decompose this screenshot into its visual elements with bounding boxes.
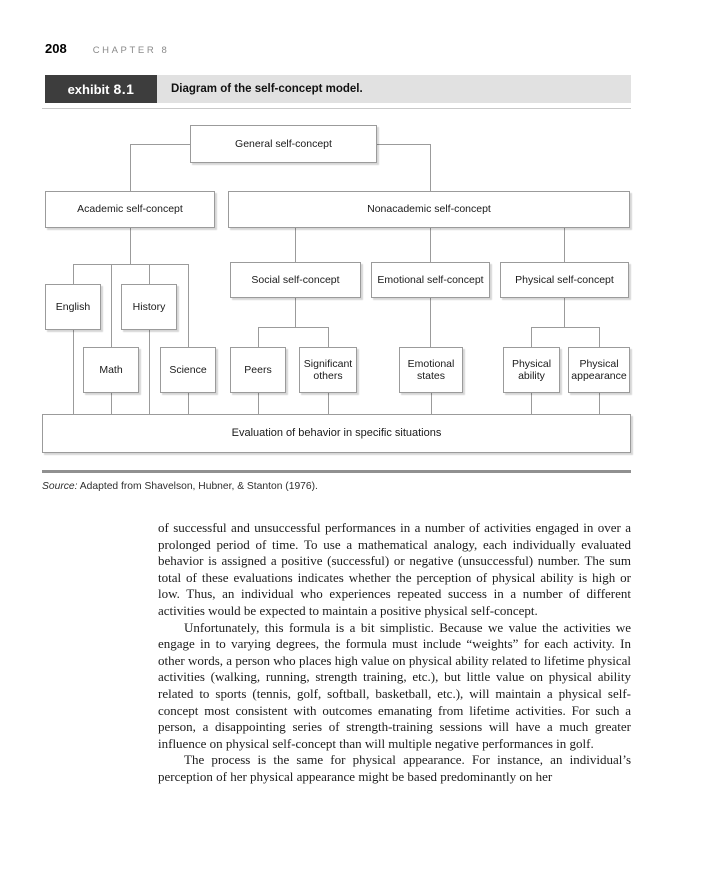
node-math: Math <box>83 347 139 393</box>
connector-line <box>430 228 431 262</box>
connector-line <box>149 264 150 284</box>
connector-line <box>73 264 189 265</box>
node-emotional-self-concept: Emotional self-concept <box>371 262 490 298</box>
node-physical-ability: Physical ability <box>503 347 560 393</box>
node-history: History <box>121 284 177 330</box>
connector-line <box>149 330 150 414</box>
connector-line <box>130 228 131 264</box>
connector-line <box>295 228 296 262</box>
connector-line <box>188 264 189 347</box>
connector-line <box>564 298 565 327</box>
connector-line <box>111 393 112 414</box>
connector-line <box>73 264 74 284</box>
body-paragraph: of successful and unsuccessful performances in a number of activities engaged in over a prolonged period of time. To use a mathematical analogy, each individually evaluated behavior is assigned a positive (successful) or negative (unsuccessful) number. The sum total of these evaluations indicates whether the perception of physical ability is high or low. Thus, an individual who experiences repeated success in a number of different activities would be expected to maintain a positive physical self-concept. <box>158 520 631 618</box>
running-head <box>45 41 169 56</box>
node-nonacademic-self-concept: Nonacademic self-concept <box>228 191 630 228</box>
exhibit-label <box>45 75 157 103</box>
exhibit-word: exhibit <box>67 81 110 97</box>
connector-line <box>531 327 532 347</box>
connector-line <box>430 298 431 347</box>
node-social-self-concept: Social self-concept <box>230 262 361 298</box>
node-emotional-states: Emotional states <box>399 347 463 393</box>
connector-line <box>130 144 190 145</box>
exhibit-number: 8.1 <box>113 81 135 97</box>
node-general-self-concept: General self-concept <box>190 125 377 163</box>
connector-line <box>531 393 532 414</box>
exhibit-banner <box>45 75 631 103</box>
connector-line <box>599 327 600 347</box>
body-paragraph: The process is the same for physical appearance. For instance, an individual’s perception of her physical appearance might be based predominantly on her <box>158 752 631 784</box>
source-label: Source: <box>42 481 78 492</box>
banner-rule <box>42 108 631 109</box>
connector-line <box>258 393 259 414</box>
body-text <box>158 520 631 786</box>
node-academic-self-concept: Academic self-concept <box>45 191 215 228</box>
node-physical-self-concept: Physical self-concept <box>500 262 629 298</box>
node-science: Science <box>160 347 216 393</box>
connector-line <box>295 298 296 327</box>
connector-line <box>430 144 431 191</box>
source-note <box>42 481 318 492</box>
page-number: 208 <box>45 41 67 56</box>
exhibit-title: Diagram of the self-concept model. <box>157 75 631 103</box>
connector-line <box>564 228 565 262</box>
body-paragraph: Unfortunately, this formula is a bit simplistic. Because we value the activities we engage in to varying degrees, the formula must include “weights” for each activity. In other words, a person who places high value on physical ability related to lifetime physical activities (walking, running, strength training, etc.), but little value on physical ability related to sports (tennis, golf, softball, basketball, etc.), will maintain a physical self-concept most consistent with outcomes emanating from lifetime activities. For such a person, a disappointing series of strength-training sessions will have a much greater influence on physical self-concept than will multiple negative performances in golf. <box>158 619 631 751</box>
connector-line <box>531 327 600 328</box>
connector-line <box>258 327 259 347</box>
connector-line <box>328 393 329 414</box>
node-physical-appearance: Physical appearance <box>568 347 630 393</box>
connector-line <box>599 393 600 414</box>
source-text: Adapted from Shavelson, Hubner, & Stanton (1976). <box>77 481 318 492</box>
chapter-label: CHAPTER 8 <box>92 45 170 56</box>
connector-line <box>431 393 432 414</box>
connector-line <box>258 327 329 328</box>
node-english: English <box>45 284 101 330</box>
connector-line <box>111 264 112 347</box>
node-peers: Peers <box>230 347 286 393</box>
connector-line <box>328 327 329 347</box>
connector-line <box>377 144 430 145</box>
connector-line <box>188 393 189 414</box>
connector-line <box>73 330 74 414</box>
node-significant-others: Significant others <box>299 347 357 393</box>
connector-line <box>130 144 131 191</box>
self-concept-diagram <box>42 115 631 455</box>
node-evaluation: Evaluation of behavior in specific situations <box>42 414 631 453</box>
diagram-bottom-rule <box>42 470 631 473</box>
